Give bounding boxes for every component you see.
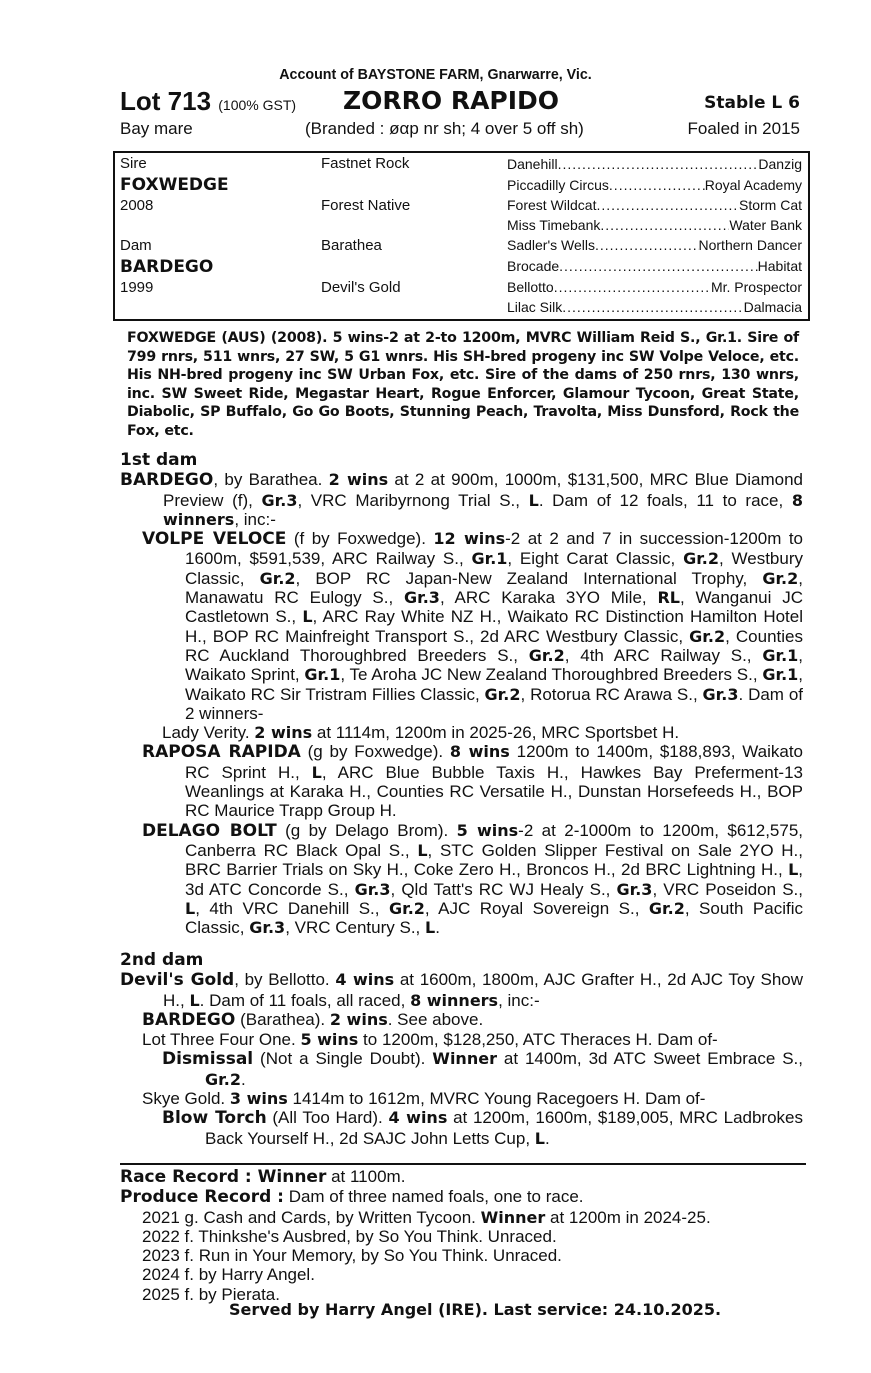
race-record: Race Record : Winner at 1100m. bbox=[120, 1167, 406, 1187]
sire-name: FOXWEDGE bbox=[120, 175, 229, 195]
pedigree-row: Danehill ..... Danzig bbox=[507, 156, 802, 172]
horse-sex: Bay mare bbox=[120, 119, 193, 138]
grand-progeny-entry: Blow Torch (All Too Hard). 4 wins at 1200m, 1600m, $189,005, MRC Ladbrokes Back Yourself H., 2d SAJC John Letts Cup, L. bbox=[162, 1108, 803, 1148]
sire-summary: FOXWEDGE (AUS) (2008). 5 wins-2 at 2-to 1200m, MVRC William Reid S., Gr.1. Sire of 799 rnrs, 511 wnrs, 27 SW, 5 G1 wnrs. His SH-bred progeny inc SW Volpe Veloce, etc. His NH-bred progeny inc SW Urban Fox, etc. Sire of the dams of 250 rnrs, 130 wnrs, inc. SW Sweet Ride, Megastar Heart, Rogue Enforcer, Glamour Tycoon, Great State, Diabolic, SP Buffalo, Go Go Boots, Stunning Peach, Travolta, Miss Dunsford, Rock the Fox, etc. bbox=[127, 330, 799, 439]
pedigree-row: Bellotto ..... Mr. Prospector bbox=[507, 279, 802, 295]
progeny-entry: Skye Gold. 3 wins 1414m to 1612m, MVRC Young Racegoers H. Dam of- bbox=[142, 1089, 706, 1109]
pedigree-row: Miss Timebank ..... Water Bank bbox=[507, 217, 802, 233]
pedigree-table bbox=[113, 151, 810, 321]
sire-sire: Fastnet Rock bbox=[321, 155, 410, 172]
produce-item: 2021 g. Cash and Cards, by Written Tycoon. Winner at 1200m in 2024-25. bbox=[142, 1207, 711, 1227]
dam-year: 1999 bbox=[120, 279, 154, 296]
dam-label: Dam bbox=[120, 237, 152, 254]
grand-progeny-entry: Lady Verity. 2 wins at 1114m, 1200m in 2025-26, MRC Sportsbet H. bbox=[162, 723, 680, 743]
stable-location: Stable L 6 bbox=[704, 93, 800, 113]
produce-record: Produce Record : Dam of three named foals, one to race. bbox=[120, 1187, 584, 1208]
gst-note: (100% GST) bbox=[218, 97, 297, 113]
service-note: Served by Harry Angel (IRE). Last service: 24.10.2025. bbox=[228, 1300, 722, 1319]
section-divider bbox=[120, 1163, 806, 1165]
second-dam-heading: 2nd dam bbox=[120, 950, 204, 970]
pedigree-row: Lilac Silk ..... Dalmacia bbox=[507, 299, 802, 315]
pedigree-row: Forest Wildcat ..... Storm Cat bbox=[507, 197, 802, 213]
sire-label: Sire bbox=[120, 155, 147, 172]
first-dam-section bbox=[120, 451, 803, 937]
dam-entry: Devil's Gold, by Bellotto. 4 wins at 1600m, 1800m, AJC Grafter H., 2d AJC Toy Show H., L. Dam of 11 foals, all raced, 8 winners, inc:- bbox=[120, 970, 804, 1010]
progeny-entry: VOLPE VELOCE (f by Foxwedge). 12 wins-2 at 2 and 7 in succession-1200m to 1600m, $591,539, ARC Railway S., Gr.1, Eight Carat Classic, Gr.2, Westbury Classic, Gr.2, BOP RC Japan-New Zealand International Trophy, Gr.2, Manawatu RC Eulogy S., Gr.3, ARC Karaka 3YO Mile, RL, Wanganui JC Castletown S., L, ARC Ray White NZ H., Waikato RC Distinction Hamilton Hotel H., BOP RC Mainfreight Transport S., 2d ARC Westbury Classic, Gr.2, Counties RC Auckland Thoroughbred Breeders S., Gr.2, 4th ARC Railway S., Gr.1, Waikato Sprint, Gr.1, Te Aroha JC New Zealand Thoroughbred Breeders S., Gr.1, Waikato RC Sir Tristram Fillies Classic, Gr.2, Rotorua RC Arawa S., Gr.3. Dam of 2 winners- bbox=[142, 529, 804, 723]
second-dam-section bbox=[120, 951, 803, 1148]
brand-description: (Branded : øαp nr sh; 4 over 5 off sh) bbox=[305, 119, 584, 138]
pedigree-row: Piccadilly Circus ..... Royal Academy bbox=[507, 177, 802, 193]
produce-item: 2022 f. Thinkshe's Ausbred, by So You Think. Unraced. bbox=[142, 1226, 557, 1246]
sire-dam: Forest Native bbox=[321, 197, 411, 214]
progeny-entry: DELAGO BOLT (g by Delago Brom). 5 wins-2 at 2-1000m to 1200m, $612,575, Canberra RC Black Opal S., L, STC Golden Slipper Festival on Sale 2YO H., BRC Barrier Trials on Sky H., Coke Zero H., Broncos H., 2d BRC Lightning H., L, 3d ATC Concorde S., Gr.3, Qld Tatt's RC WJ Healy S., Gr.3, VRC Poseidon S., L, 4th VRC Danehill S., Gr.2, AJC Royal Sovereign S., Gr.2, South Pacific Classic, Gr.3, VRC Century S., L. bbox=[142, 820, 804, 938]
dam-name: BARDEGO bbox=[120, 257, 214, 277]
vendor-account: Account of BAYSTONE FARM, Gnarwarre, Vic. bbox=[279, 66, 592, 83]
progeny-entry: RAPOSA RAPIDA (g by Foxwedge). 8 wins 1200m to 1400m, $188,893, Waikato RC Sprint H., L, ARC Blue Bubble Taxis H., Hawkes Bay Preferment-13 Weanlings at Karaka H., Counties RC Versatile H., Dunstan Horsefeeds H., BOP RC Maurice Trapp Group H. bbox=[142, 742, 804, 821]
sire-year: 2008 bbox=[120, 197, 154, 214]
grand-progeny-entry: Dismissal (Not a Single Doubt). Winner at 1400m, 3d ATC Sweet Embrace S., Gr.2. bbox=[162, 1049, 803, 1089]
dam-entry: BARDEGO, by Barathea. 2 wins at 2 at 900m, 1000m, $131,500, MRC Blue Diamond Preview (f), Gr.3, VRC Maribyrnong Trial S., L. Dam of 12 foals, 11 to race, 8 winners, inc:- bbox=[120, 470, 803, 529]
lot-number bbox=[120, 86, 296, 117]
progeny-entry: Lot Three Four One. 5 wins to 1200m, $128,250, ATC Theraces H. Dam of- bbox=[142, 1030, 718, 1050]
foaled-year: Foaled in 2015 bbox=[687, 119, 800, 138]
dam-sire: Barathea bbox=[321, 237, 382, 254]
lot-label: Lot 713 bbox=[120, 86, 212, 116]
first-dam-heading: 1st dam bbox=[120, 450, 198, 470]
horse-name: ZORRO RAPIDO bbox=[343, 86, 560, 115]
produce-item: 2025 f. by Pierata. bbox=[142, 1284, 280, 1304]
pedigree-row: Sadler's Wells ..... Northern Dancer bbox=[507, 237, 802, 253]
progeny-entry: BARDEGO (Barathea). 2 wins. See above. bbox=[142, 1009, 484, 1030]
produce-item: 2023 f. Run in Your Memory, by So You Think. Unraced. bbox=[142, 1246, 562, 1266]
produce-item: 2024 f. by Harry Angel. bbox=[142, 1265, 315, 1285]
records-section bbox=[120, 1167, 803, 1304]
pedigree-row: Brocade ..... Habitat bbox=[507, 258, 802, 274]
dam-dam: Devil's Gold bbox=[321, 279, 401, 296]
